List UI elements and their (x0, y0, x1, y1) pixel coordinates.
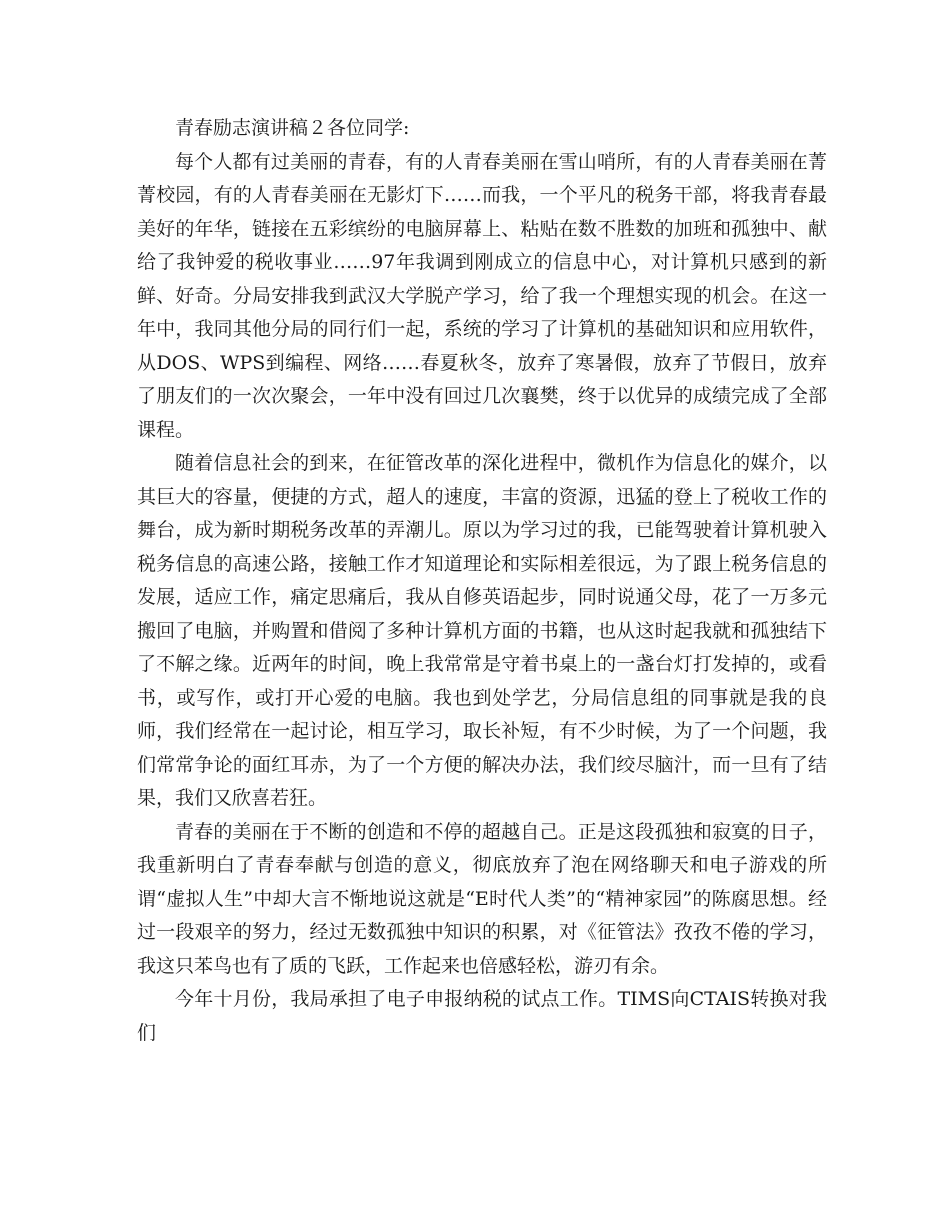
paragraph-2: 随着信息社会的到来，在征管改革的深化进程中，微机作为信息化的媒介，以其巨大的容量，便捷的方式，超人的速度，丰富的资源，迅猛的登上了税收工作的舞台，成为新时期税务改革的弄潮儿。原以为学习过的我，已能驾驶着计算机驶入税务信息的高速公路，接触工作才知道理论和实际相差很远，为了跟上税务信息的发展，适应工作，痛定思痛后，我从自修英语起步，同时说通父母，花了一万多元搬回了电脑，并购置和借阅了多种计算机方面的书籍，也从这时起我就和孤独结下了不解之缘。近两年的时间，晚上我常常是守着书桌上的一盏台灯打发掉的，或看书，或写作，或打开心爱的电脑。我也到处学艺，分局信息组的同事就是我的良师，我们经常在一起讨论，相互学习，取长补短，有不少时候，为了一个问题，我们常常争论的面红耳赤，为了一个方便的解决办法，我们绞尽脑汁，而一旦有了结果，我们又欣喜若狂。 (137, 452, 827, 809)
document-title: 青春励志演讲稿２各位同学: (175, 117, 410, 139)
document-body (137, 112, 827, 1050)
paragraph-4: 今年十月份，我局承担了电子申报纳税的试点工作。TIMS向CTAIS转换对我们 (137, 988, 827, 1044)
paragraph-1: 每个人都有过美丽的青春，有的人青春美丽在雪山哨所，有的人青春美丽在菁菁校园，有的人青春美丽在无影灯下……而我，一个平凡的税务干部，将我青春最美好的年华，链接在五彩缤纷的电脑屏幕上、粘贴在数不胜数的加班和孤独中、献给了我钟爱的税收事业……97年我调到刚成立的信息中心，对计算机只感到的新鲜、好奇。分局安排我到武汉大学脱产学习，给了我一个理想实现的机会。在这一年中，我同其他分局的同行们一起，系统的学习了计算机的基础知识和应用软件，从DOS、WPS到编程、网络……春夏秋冬，放弃了寒暑假，放弃了节假日，放弃了朋友们的一次次聚会，一年中没有回过几次襄樊，终于以优异的成绩完成了全部课程。 (137, 150, 827, 441)
paragraph-3: 青春的美丽在于不断的创造和不停的超越自己。正是这段孤独和寂寞的日子，我重新明白了青春奉献与创造的意义，彻底放弃了泡在网络聊天和电子游戏的所谓“虚拟人生”中却大言不惭地说这就是“E时代人类”的“精神家园”的陈腐思想。经过一段艰辛的努力，经过无数孤独中知识的积累，对《征管法》孜孜不倦的学习，我这只苯鸟也有了质的飞跃，工作起来也倍感轻松，游刃有余。 (137, 820, 827, 977)
